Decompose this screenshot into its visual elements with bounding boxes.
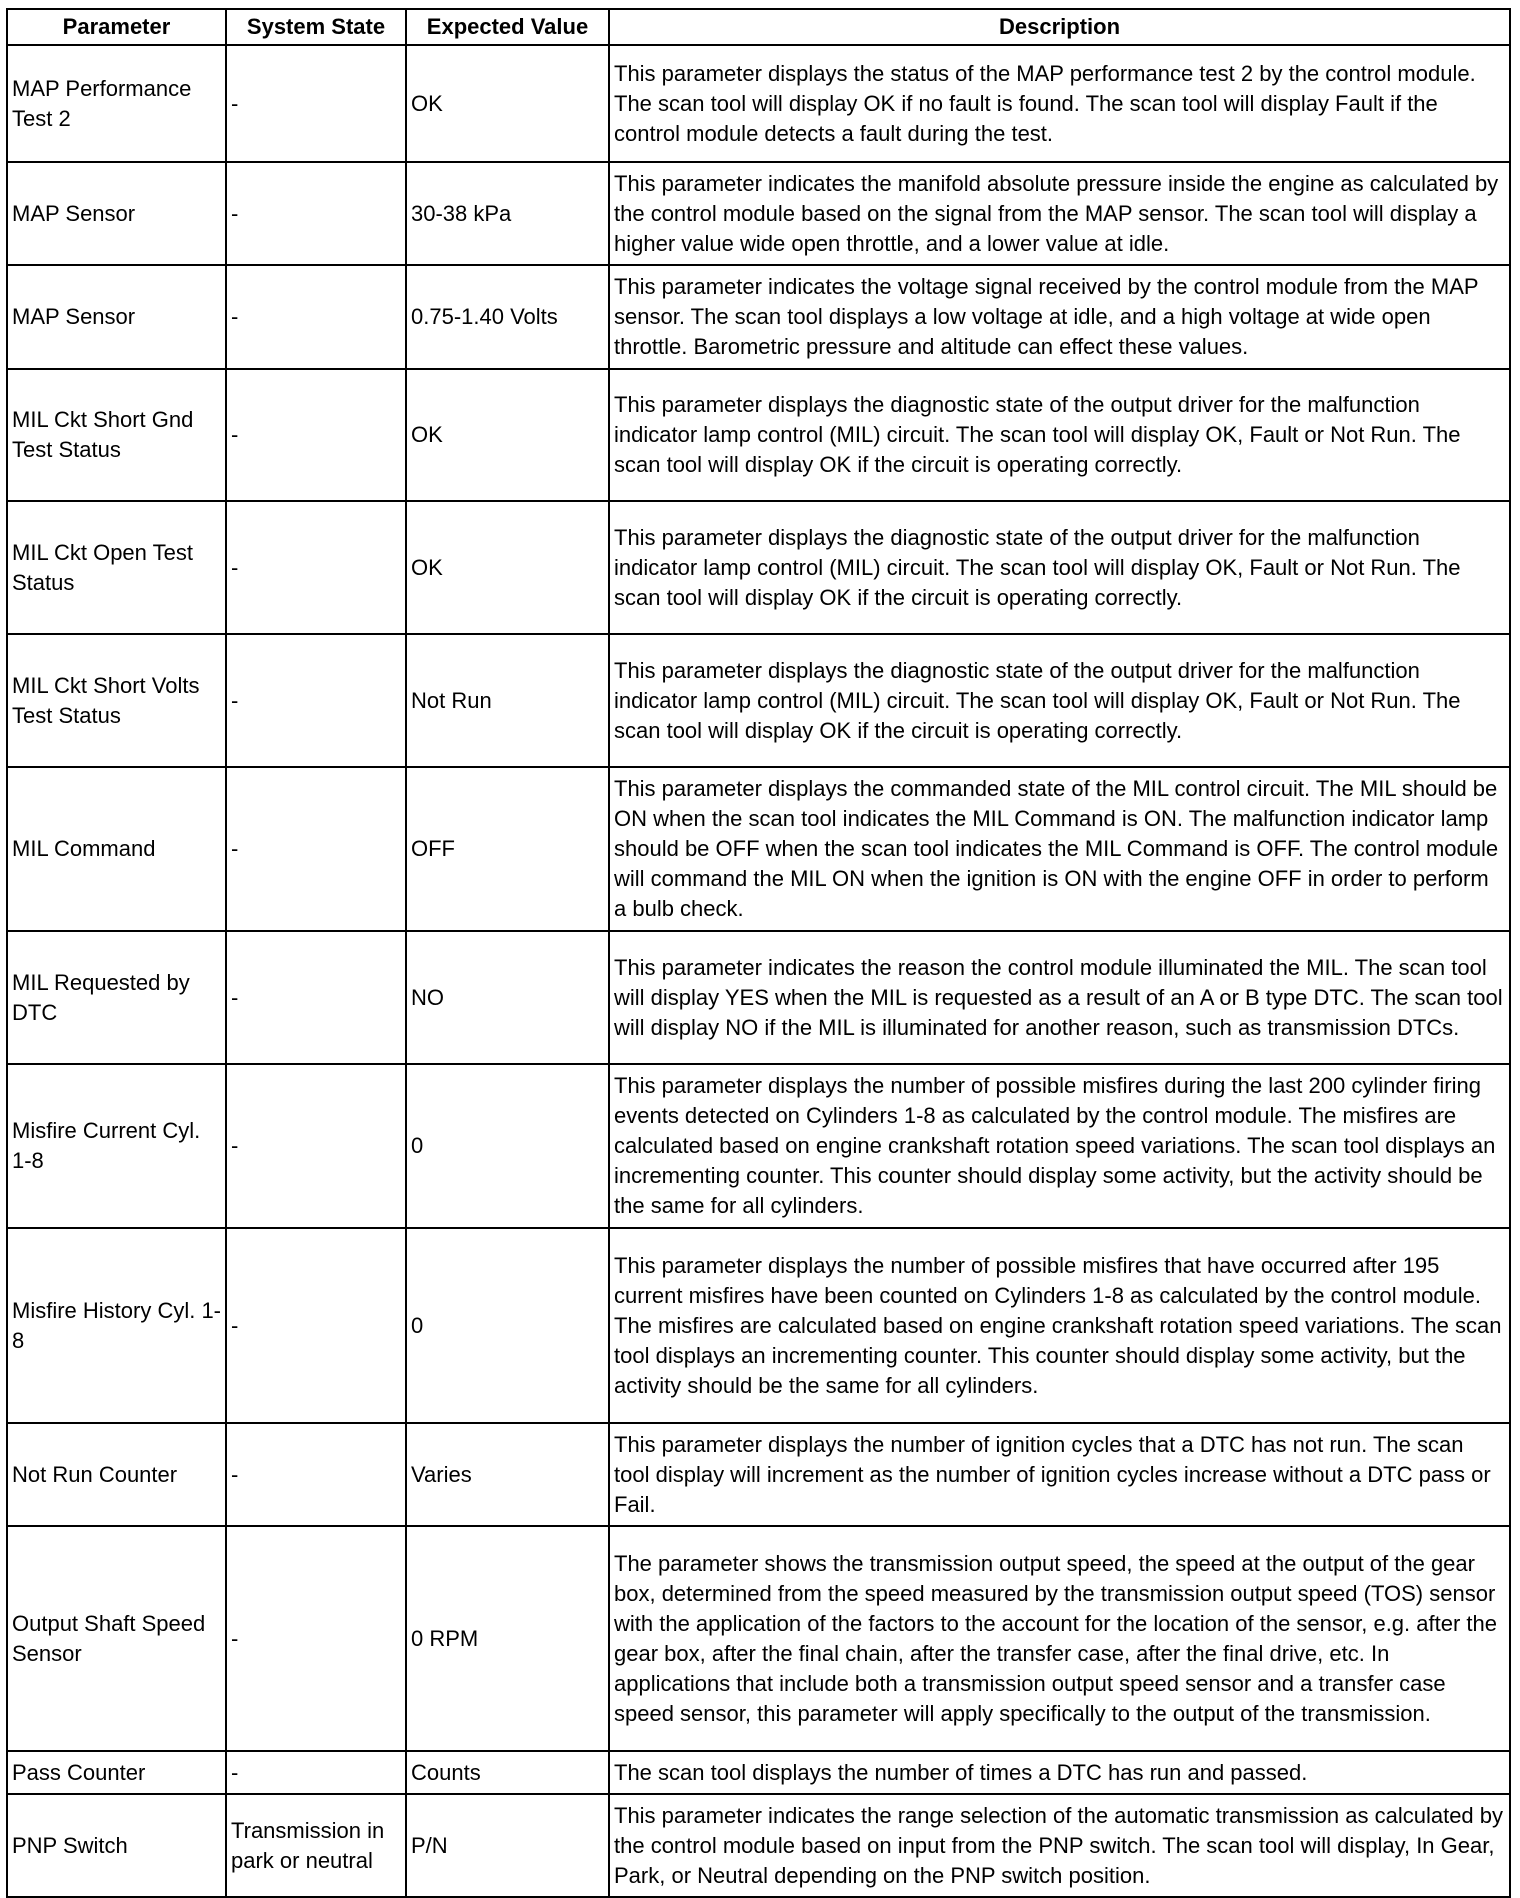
table-row <box>7 501 1510 634</box>
cell-system-state: - <box>226 501 406 634</box>
cell-system-state: - <box>226 45 406 162</box>
cell-parameter: MIL Ckt Short Gnd Test Status <box>7 369 226 501</box>
cell-description: This parameter indicates the voltage signal received by the control module from the MAP sensor. The scan tool displays a low voltage at idle, and a high voltage at wide open throttle. Barometric pressure and altitude can effect these values. <box>609 265 1510 369</box>
header-description: Description <box>609 9 1510 45</box>
cell-system-state: - <box>226 1526 406 1751</box>
cell-system-state: - <box>226 1228 406 1423</box>
table-row <box>7 369 1510 501</box>
cell-expected-value: OK <box>406 45 609 162</box>
cell-system-state: - <box>226 767 406 931</box>
cell-description: This parameter displays the diagnostic state of the output driver for the malfunction indicator lamp control (MIL) circuit. The scan tool will display OK, Fault or Not Run. The scan tool will display OK if the circuit is operating correctly. <box>609 634 1510 767</box>
cell-system-state: - <box>226 634 406 767</box>
cell-expected-value: NO <box>406 931 609 1064</box>
table-row <box>7 265 1510 369</box>
cell-description: This parameter displays the status of the MAP performance test 2 by the control module. The scan tool will display OK if no fault is found. The scan tool will display Fault if the control module detects a fault during the test. <box>609 45 1510 162</box>
cell-description: This parameter displays the diagnostic state of the output driver for the malfunction indicator lamp control (MIL) circuit. The scan tool will display OK, Fault or Not Run. The scan tool will display OK if the circuit is operating correctly. <box>609 369 1510 501</box>
cell-parameter: MAP Sensor <box>7 162 226 265</box>
header-row <box>7 9 1510 45</box>
cell-description: This parameter displays the commanded state of the MIL control circuit. The MIL should be ON when the scan tool indicates the MIL Command is ON. The malfunction indicator lamp should be OFF when the scan tool indicates the MIL Command is OFF. The control module will command the MIL ON when the ignition is ON with the engine OFF in order to perform a bulb check. <box>609 767 1510 931</box>
cell-expected-value: 30-38 kPa <box>406 162 609 265</box>
cell-parameter: Misfire Current Cyl. 1-8 <box>7 1064 226 1228</box>
cell-parameter: MIL Requested by DTC <box>7 931 226 1064</box>
cell-expected-value: OK <box>406 501 609 634</box>
cell-parameter: MIL Command <box>7 767 226 931</box>
cell-system-state: - <box>226 162 406 265</box>
cell-parameter: Misfire History Cyl. 1-8 <box>7 1228 226 1423</box>
cell-expected-value: 0 RPM <box>406 1526 609 1751</box>
cell-parameter: Output Shaft Speed Sensor <box>7 1526 226 1751</box>
header-system-state: System State <box>226 9 406 45</box>
parameter-table <box>6 8 1511 1898</box>
cell-expected-value: Not Run <box>406 634 609 767</box>
table-row <box>7 162 1510 265</box>
cell-description: This parameter displays the number of ignition cycles that a DTC has not run. The scan tool display will increment as the number of ignition cycles increase without a DTC pass or Fail. <box>609 1423 1510 1526</box>
table-row <box>7 1751 1510 1794</box>
cell-description: This parameter displays the number of possible misfires that have occurred after 195 current misfires have been counted on Cylinders 1-8 as calculated by the control module. The misfires are calculated based on engine crankshaft rotation speed variations. The scan tool displays an incrementing counter. This counter should display some activity, but the activity should be the same for all cylinders. <box>609 1228 1510 1423</box>
cell-parameter: Not Run Counter <box>7 1423 226 1526</box>
cell-system-state: - <box>226 369 406 501</box>
cell-description: This parameter displays the diagnostic state of the output driver for the malfunction indicator lamp control (MIL) circuit. The scan tool will display OK, Fault or Not Run. The scan tool will display OK if the circuit is operating correctly. <box>609 501 1510 634</box>
cell-parameter: Pass Counter <box>7 1751 226 1794</box>
table-row <box>7 45 1510 162</box>
cell-system-state: - <box>226 1751 406 1794</box>
cell-description: This parameter indicates the range selection of the automatic transmission as calculated by the control module based on input from the PNP switch. The scan tool will display, In Gear, Park, or Neutral depending on the PNP switch position. <box>609 1794 1510 1897</box>
cell-parameter: MAP Sensor <box>7 265 226 369</box>
cell-description: This parameter indicates the reason the control module illuminated the MIL. The scan tool will display YES when the MIL is requested as a result of an A or B type DTC. The scan tool will display NO if the MIL is illuminated for another reason, such as transmission DTCs. <box>609 931 1510 1064</box>
table-row <box>7 1423 1510 1526</box>
cell-system-state: Transmission in park or neutral <box>226 1794 406 1897</box>
table-row <box>7 931 1510 1064</box>
cell-parameter: MIL Ckt Open Test Status <box>7 501 226 634</box>
cell-expected-value: 0.75-1.40 Volts <box>406 265 609 369</box>
cell-system-state: - <box>226 931 406 1064</box>
cell-description: The parameter shows the transmission output speed, the speed at the output of the gear box, determined from the speed measured by the transmission output speed (TOS) sensor with the application of the factors to the account for the location of the sensor, e.g. after the gear box, after the final chain, after the transfer case, after the final drive, etc. In applications that include both a transmission output speed sensor and a transfer case speed sensor, this parameter will apply specifically to the output of the transmission. <box>609 1526 1510 1751</box>
cell-parameter: PNP Switch <box>7 1794 226 1897</box>
cell-system-state: - <box>226 265 406 369</box>
header-expected-value: Expected Value <box>406 9 609 45</box>
cell-parameter: MAP Performance Test 2 <box>7 45 226 162</box>
cell-description: This parameter displays the number of possible misfires during the last 200 cylinder firing events detected on Cylinders 1-8 as calculated by the control module. The misfires are calculated based on engine crankshaft rotation speed variations. The scan tool displays an incrementing counter. This counter should display some activity, but the activity should be the same for all cylinders. <box>609 1064 1510 1228</box>
cell-system-state: - <box>226 1423 406 1526</box>
cell-parameter: MIL Ckt Short Volts Test Status <box>7 634 226 767</box>
cell-expected-value: 0 <box>406 1064 609 1228</box>
table-row <box>7 767 1510 931</box>
cell-expected-value: P/N <box>406 1794 609 1897</box>
cell-expected-value: OFF <box>406 767 609 931</box>
table-row <box>7 1794 1510 1897</box>
table-row <box>7 634 1510 767</box>
table-row <box>7 1064 1510 1228</box>
table-row <box>7 1526 1510 1751</box>
cell-description: This parameter indicates the manifold absolute pressure inside the engine as calculated by the control module based on the signal from the MAP sensor. The scan tool will display a higher value wide open throttle, and a lower value at idle. <box>609 162 1510 265</box>
header-parameter: Parameter <box>7 9 226 45</box>
cell-expected-value: OK <box>406 369 609 501</box>
cell-expected-value: Counts <box>406 1751 609 1794</box>
cell-description: The scan tool displays the number of times a DTC has run and passed. <box>609 1751 1510 1794</box>
cell-expected-value: 0 <box>406 1228 609 1423</box>
cell-expected-value: Varies <box>406 1423 609 1526</box>
table-row <box>7 1228 1510 1423</box>
document-page <box>6 8 1511 1898</box>
cell-system-state: - <box>226 1064 406 1228</box>
